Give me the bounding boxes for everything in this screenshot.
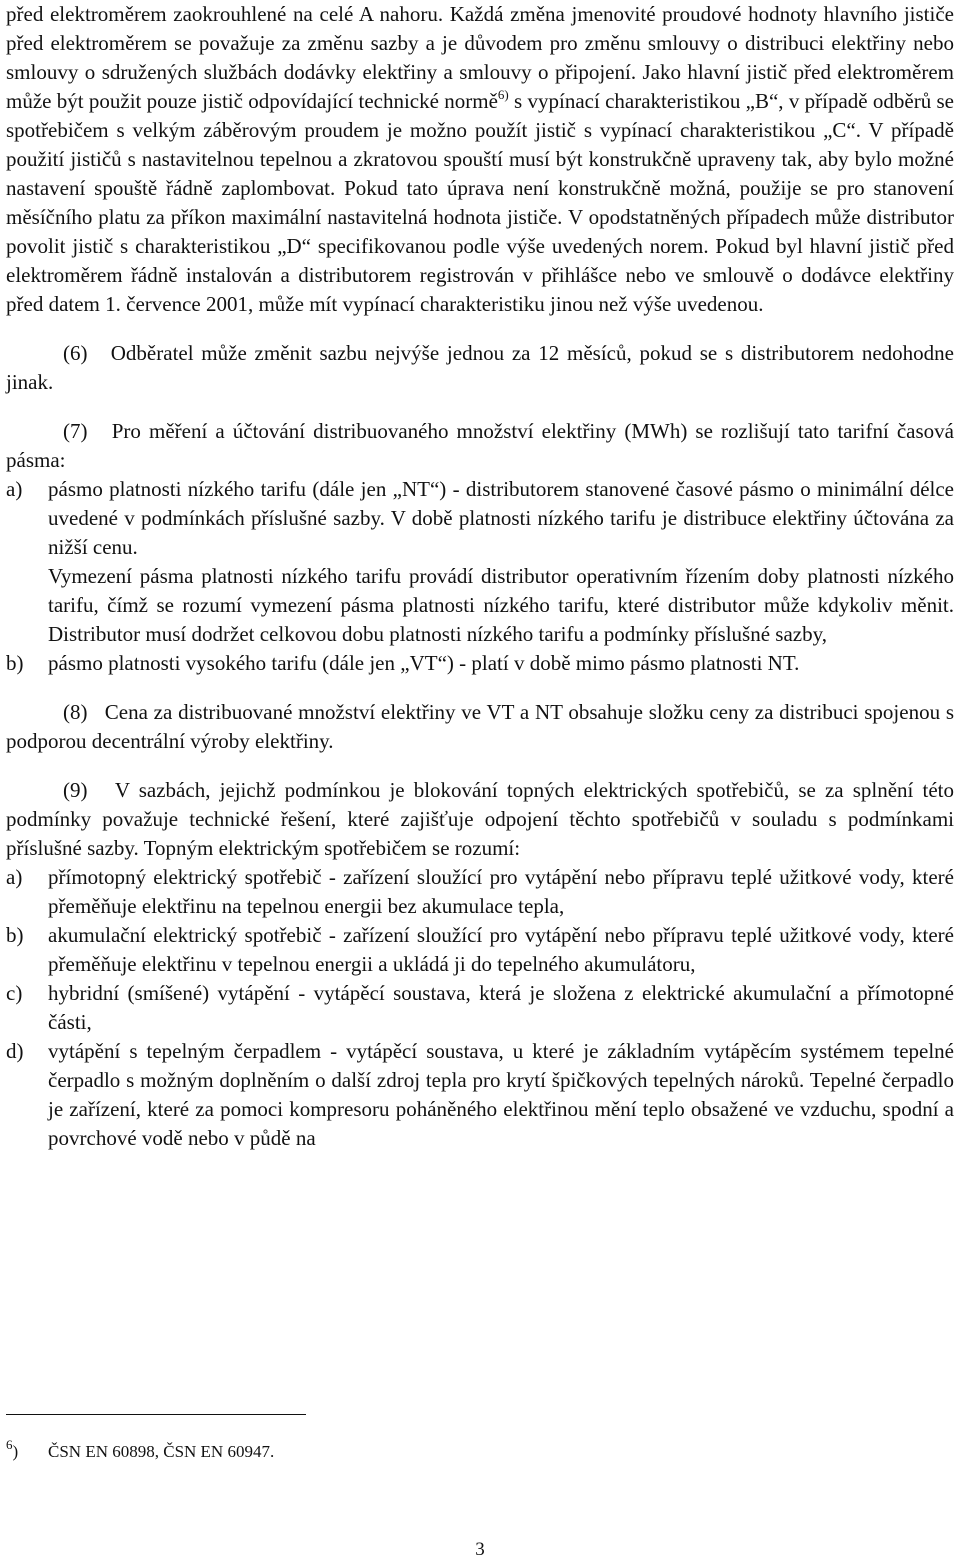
list-item-label: c)	[6, 981, 23, 1005]
footnote-mark-number: 6	[6, 1437, 13, 1453]
list-item-label: a)	[6, 477, 23, 501]
footnote-text: ČSN EN 60898, ČSN EN 60947.	[48, 1442, 275, 1461]
list-item-label: b)	[6, 651, 24, 675]
list-item	[6, 1037, 954, 1153]
list-item-text: hybridní (smíšené) vytápění - vytápěcí soustava, která je složena z elektrické akumulační a přímotopné části,	[48, 981, 954, 1034]
list-item-body	[48, 475, 954, 649]
intro-text-b: s vypínací charakteristikou „B“, v případě odběrů se spotřebičem s velkým záběrovým proudem je možno použít jistič s vypínací charakteristikou „C“. V případě použití jističů s nastavitelnou tepelnou a zkratovou spouští musí být konstrukčně upraveny tak, aby bylo možné nastavení spouště řádně zaplombovat. Pokud tato úprava není konstrukčně možná, použije se pro stanovení měsíčního platu za příkon maximální nastavitelná hodnota jističe. V opodstatněných případech může distributor povolit jistič s charakteristikou „D“ specifikovanou podle výše uvedených norem. Pokud byl hlavní jistič před elektroměrem řádně instalován a distributorem registrován v přihlášce nebo ve smlouvě o dodávce elektřiny před datem 1. července 2001, může mít vypínací charakteristiku jinou než výše uvedenou.	[6, 89, 954, 316]
footnote-separator	[6, 1414, 306, 1415]
list-item-text: přímotopný elektrický spotřebič - zařízení sloužící pro vytápění nebo přípravu teplé užitkové vody, které přeměňuje elektřinu na tepelnou energii bez akumulace tepla,	[48, 865, 954, 918]
list-item-text: pásmo platnosti vysokého tarifu (dále jen „VT“) - platí v době mimo pásmo platnosti NT.	[48, 651, 800, 675]
footnote-mark	[6, 1437, 48, 1464]
footnote	[6, 1437, 275, 1464]
list-item-text: akumulační elektrický spotřebič - zařízení sloužící pro vytápění nebo přípravu teplé užitkové vody, které přeměňuje elektřinu v tepelnou energii a ukládá ji do tepelného akumulátoru,	[48, 923, 954, 976]
list-item	[6, 979, 954, 1037]
list-item-label: a)	[6, 865, 23, 889]
paragraph-6: (6) Odběratel může změnit sazbu nejvýše jednou za 12 měsíců, pokud se s distributorem nedohodne jinak.	[6, 341, 954, 394]
list-item-text: vytápění s tepelným čerpadlem - vytápěcí soustava, u které je základním vytápěcím systémem tepelné čerpadlo s možným doplněním o další zdroj tepla pro krytí špičkových tepelných nároků. Tepelné čerpadlo je zařízení, které za pomoci kompresoru poháněného elektřinou mění teplo obsažené ve vzduchu, spodní a povrchové vodě nebo v půdě na	[48, 1039, 954, 1150]
list-item-label: b)	[6, 923, 24, 947]
document-page	[6, 0, 954, 1153]
list-item	[6, 863, 954, 921]
list-item-text: pásmo platnosti nízkého tarifu (dále jen „NT“) - distributorem stanovené časové pásmo o minimální délce uvedené v podmínkách příslušné sazby. V době platnosti nízkého tarifu je distribuce elektřiny účtována za nižší cenu.	[48, 477, 954, 559]
intro-paragraph	[6, 0, 954, 319]
list-item-label: d)	[6, 1039, 24, 1063]
list-item	[6, 475, 954, 649]
list-item	[6, 649, 954, 678]
list-item	[6, 921, 954, 979]
paragraph-8: (8) Cena za distribuované množství elektřiny ve VT a NT obsahuje složku ceny za distribuci spojenou s podporou decentrální výroby elektřiny.	[6, 700, 954, 753]
list-item-text-continued: Vymezení pásma platnosti nízkého tarifu provádí distributor operativním řízením doby platnosti nízkého tarifu, čímž se rozumí vymezení pásma platnosti nízkého tarifu, které distributor může kdykoliv měnit. Distributor musí dodržet celkovou dobu platnosti nízkého tarifu a podmínky příslušné sazby,	[48, 564, 954, 646]
footnote-reference: 6)	[497, 87, 509, 102]
page-number: 3	[475, 1539, 485, 1560]
paragraph-9: (9) V sazbách, jejichž podmínkou je blokování topných elektrických spotřebičů, se za splnění této podmínky považuje technické řešení, které zajišťuje odpojení těchto spotřebičů v souladu s podmínkami příslušné sazby. Topným elektrickým spotřebičem se rozumí:	[6, 778, 954, 860]
paragraph-7: (7) Pro měření a účtování distribuovaného množství elektřiny (MWh) se rozlišují tato tarifní časová pásma:	[6, 419, 954, 472]
intro-text-a: před elektroměrem zaokrouhlené na celé A nahoru. Každá změna jmenovité proudové hodnoty hlavního jističe před elektroměrem se považuje za změnu sazby a je důvodem pro změnu smlouvy o distribuci elektřiny nebo smlouvy o sdružených službách dodávky elektřiny a smlouvy o připojení. Jako hlavní jistič před elektroměrem může být použit pouze jistič odpovídající technické normě	[6, 2, 954, 113]
footnote-mark-paren: )	[12, 1442, 19, 1461]
